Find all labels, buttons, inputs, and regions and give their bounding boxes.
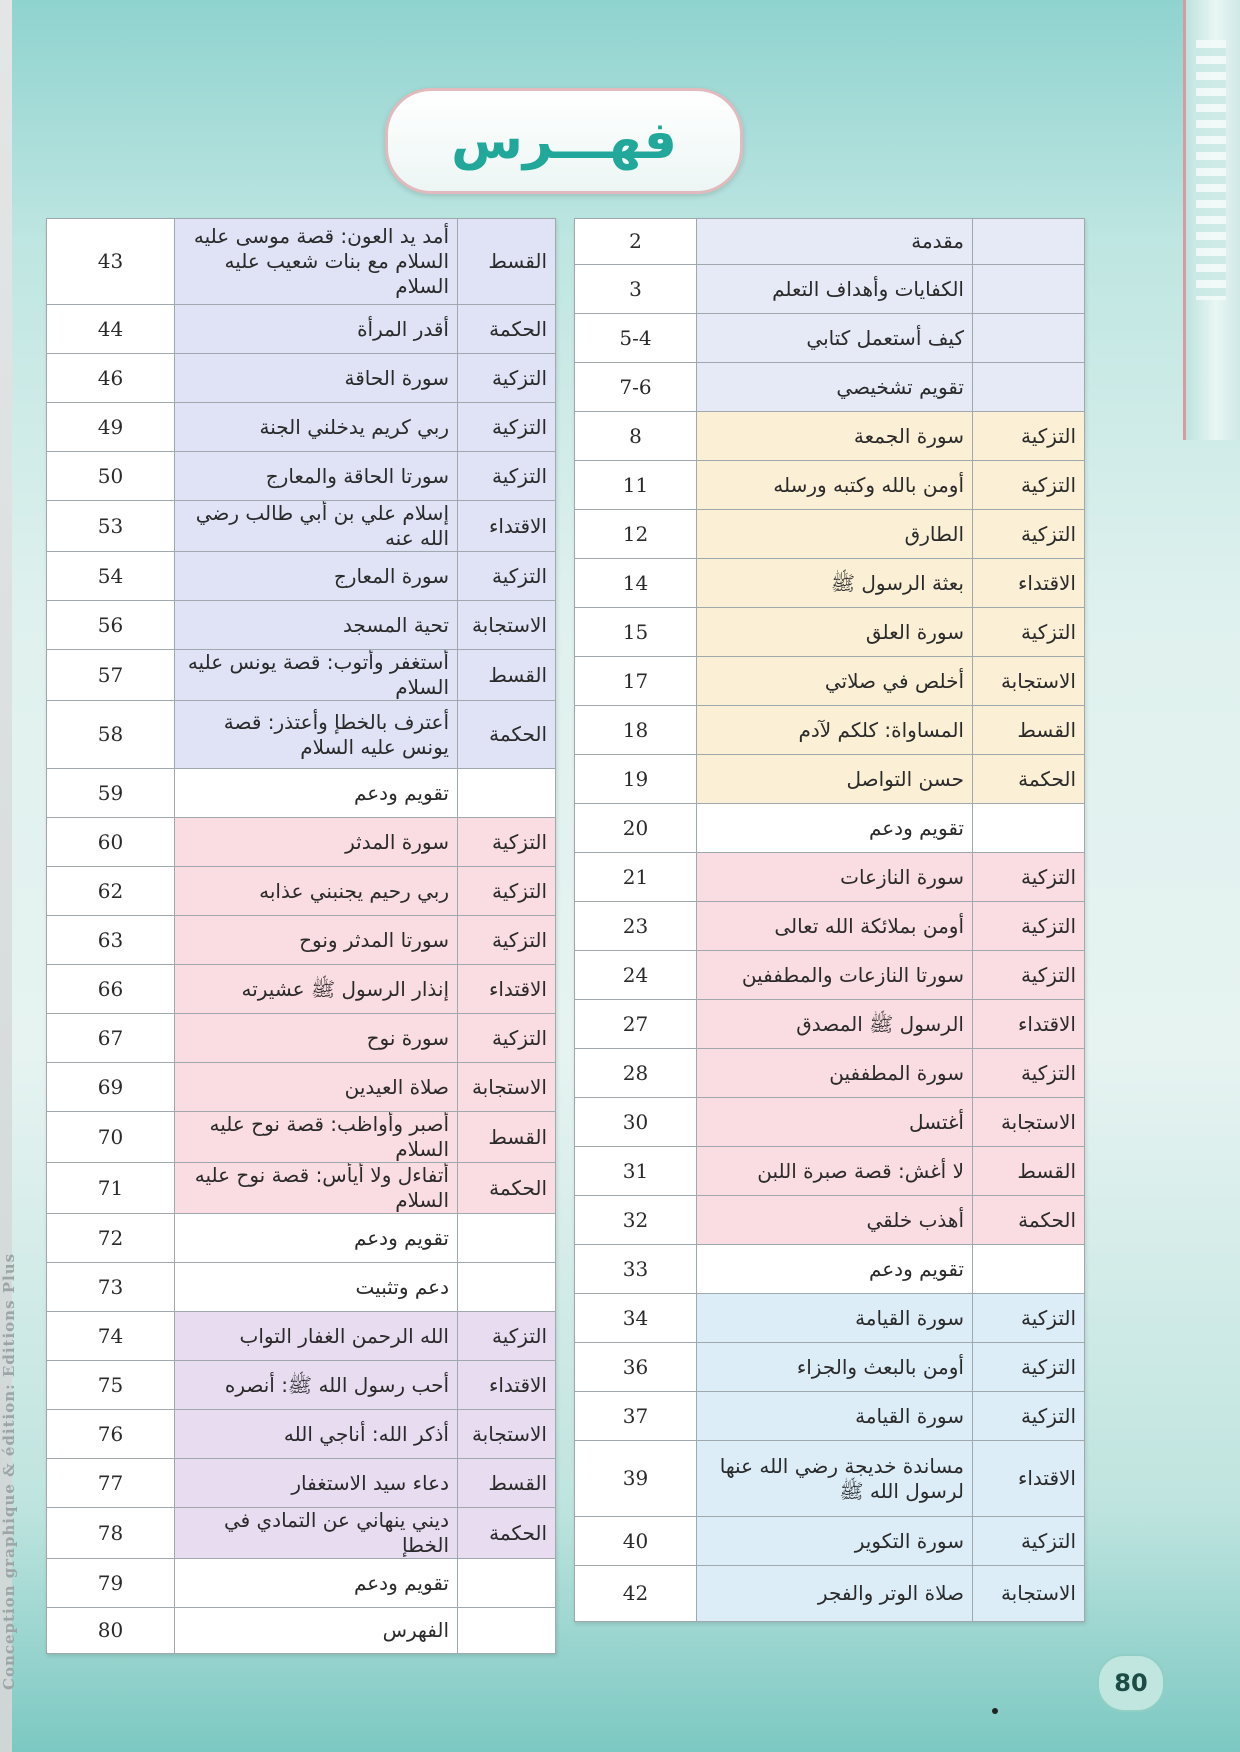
toc-row [47,403,556,452]
toc-lesson-title: سورة النازعات [697,853,973,902]
toc-lesson-title: تقويم ودعم [697,1245,973,1294]
toc-page-number: 69 [47,1063,175,1112]
toc-lesson-title: أذكر الله: أناجي الله [175,1410,458,1459]
toc-lesson-title: مقدمة [697,219,973,265]
page-number: 80 [1114,1669,1148,1697]
toc-category [458,1608,556,1654]
toc-category: الاستجابة [458,1063,556,1112]
toc-category: القسط [458,650,556,701]
toc-category: الاقتداء [973,1441,1085,1517]
toc-lesson-title: إنذار الرسول ﷺ عشيرته [175,965,458,1014]
toc-row [575,265,1085,314]
toc-row [47,354,556,403]
toc-lesson-title: حسن التواصل [697,755,973,804]
toc-row [575,1098,1085,1147]
toc-lesson-title: ربي رحيم يجنبني عذابه [175,867,458,916]
toc-row [47,965,556,1014]
toc-row [47,219,556,305]
toc-row [575,657,1085,706]
title-badge [385,88,743,194]
toc-page-number: 33 [575,1245,697,1294]
toc-page-number: 46 [47,354,175,403]
toc-lesson-title: سورة المدثر [175,818,458,867]
toc-lesson-title: تقويم تشخيصي [697,363,973,412]
toc-row [575,1000,1085,1049]
toc-page-number: 37 [575,1392,697,1441]
decorative-dot [992,1708,998,1714]
toc-row [575,1196,1085,1245]
toc-row [575,853,1085,902]
toc-lesson-title: لا أغش: قصة صبرة اللبن [697,1147,973,1196]
toc-page-number: 5-4 [575,314,697,363]
toc-lesson-title: سورة التكوير [697,1517,973,1566]
toc-page-number: 63 [47,916,175,965]
toc-category: القسط [458,1112,556,1163]
toc-category: التزكية [973,1294,1085,1343]
toc-lesson-title: دعم وتثبيت [175,1263,458,1312]
toc-page-number: 36 [575,1343,697,1392]
toc-category: القسط [973,706,1085,755]
toc-page-number: 74 [47,1312,175,1361]
toc-page-number: 20 [575,804,697,853]
toc-lesson-title: أقدر المرأة [175,305,458,354]
toc-lesson-title: الطارق [697,510,973,559]
toc-category: الاستجابة [973,1098,1085,1147]
page-title: فهـــرس [451,111,677,171]
toc-row [575,412,1085,461]
toc-row [575,1517,1085,1566]
toc-row [575,461,1085,510]
toc-category [973,265,1085,314]
toc-category: التزكية [458,552,556,601]
toc-row [575,951,1085,1000]
toc-lesson-title: أخلص في صلاتي [697,657,973,706]
toc-lesson-title: أمد يد العون: قصة موسى عليه السلام مع بنات شعيب عليه السلام [175,219,458,305]
toc-page-number: 50 [47,452,175,501]
toc-lesson-title: سورة المعارج [175,552,458,601]
toc-category [458,1559,556,1608]
toc-page-number: 23 [575,902,697,951]
toc-page-number: 3 [575,265,697,314]
toc-lesson-title: ربي كريم يدخلني الجنة [175,403,458,452]
toc-page-number: 56 [47,601,175,650]
toc-page-number: 67 [47,1014,175,1063]
toc-page-number: 71 [47,1163,175,1214]
toc-category: الاستجابة [973,657,1085,706]
toc-row [575,755,1085,804]
toc-row [575,1343,1085,1392]
toc-page-number: 2 [575,219,697,265]
toc-category: الاقتداء [458,965,556,1014]
toc-category: التزكية [973,461,1085,510]
toc-page-number: 79 [47,1559,175,1608]
toc-page-number: 8 [575,412,697,461]
toc-lesson-title: صلاة العيدين [175,1063,458,1112]
toc-lesson-title: كيف أستعمل كتابي [697,314,973,363]
toc-category: التزكية [458,354,556,403]
toc-row [47,1163,556,1214]
toc-lesson-title: أغتسل [697,1098,973,1147]
toc-row [47,1214,556,1263]
toc-category: التزكية [458,916,556,965]
toc-category: التزكية [973,902,1085,951]
toc-category: التزكية [458,403,556,452]
toc-category [973,804,1085,853]
toc-row [575,902,1085,951]
toc-lesson-title: دعاء سيد الاستغفار [175,1459,458,1508]
toc-category: الحكمة [973,1196,1085,1245]
toc-page-number: 60 [47,818,175,867]
toc-row [47,1608,556,1654]
toc-page-number: 27 [575,1000,697,1049]
toc-category [973,219,1085,265]
toc-page-number: 18 [575,706,697,755]
toc-page-number: 49 [47,403,175,452]
toc-row [575,608,1085,657]
toc-page-number: 28 [575,1049,697,1098]
toc-page-number: 14 [575,559,697,608]
toc-lesson-title: أعترف بالخطإ وأعتذر: قصة يونس عليه السلام [175,701,458,769]
toc-category: التزكية [973,608,1085,657]
toc-row [47,601,556,650]
toc-row [47,1112,556,1163]
toc-page-number: 70 [47,1112,175,1163]
toc-lesson-title: سورة الجمعة [697,412,973,461]
toc-row [575,706,1085,755]
toc-page-number: 39 [575,1441,697,1517]
toc-row [47,769,556,818]
toc-page-number: 40 [575,1517,697,1566]
toc-lesson-title: ديني ينهاني عن التمادي في الخطإ [175,1508,458,1559]
toc-row [575,363,1085,412]
toc-category: التزكية [973,1343,1085,1392]
toc-lesson-title: سورة المطففين [697,1049,973,1098]
decorative-border-ornament [1183,0,1240,440]
toc-page-number: 54 [47,552,175,601]
toc-category: التزكية [458,1312,556,1361]
toc-lesson-title: الله الرحمن الغفار التواب [175,1312,458,1361]
toc-category: الحكمة [458,1508,556,1559]
toc-lesson-title: أومن بالبعث والجزاء [697,1343,973,1392]
toc-lesson-title: الفهرس [175,1608,458,1654]
toc-row [47,452,556,501]
toc-page-number: 15 [575,608,697,657]
toc-category: الاستجابة [458,1410,556,1459]
toc-row [47,650,556,701]
toc-page-number: 42 [575,1566,697,1622]
toc-row [47,701,556,769]
toc-page-number: 77 [47,1459,175,1508]
toc-lesson-title: سورة العلق [697,608,973,657]
toc-page-number: 31 [575,1147,697,1196]
toc-lesson-title: سورة الحاقة [175,354,458,403]
toc-page-number: 34 [575,1294,697,1343]
toc-category [458,1263,556,1312]
toc-page-number: 75 [47,1361,175,1410]
toc-lesson-title: سورة نوح [175,1014,458,1063]
toc-page-number: 19 [575,755,697,804]
toc-row [47,1410,556,1459]
toc-page-number: 59 [47,769,175,818]
toc-category: الحكمة [458,701,556,769]
toc-row [575,219,1085,265]
toc-category [458,769,556,818]
toc-lesson-title: تقويم ودعم [175,769,458,818]
toc-lesson-title: تقويم ودعم [175,1559,458,1608]
toc-row [47,501,556,552]
toc-category: التزكية [973,951,1085,1000]
toc-row [575,1566,1085,1622]
toc-category [973,314,1085,363]
toc-category: الاقتداء [458,501,556,552]
toc-category: الاستجابة [458,601,556,650]
toc-category [458,1214,556,1263]
toc-category: التزكية [973,510,1085,559]
toc-row [47,1361,556,1410]
toc-table-left [46,218,556,1654]
toc-lesson-title: صلاة الوتر والفجر [697,1566,973,1622]
toc-page-number: 44 [47,305,175,354]
toc-row [47,867,556,916]
toc-lesson-title: تقويم ودعم [175,1214,458,1263]
toc-page-number: 24 [575,951,697,1000]
toc-row [47,1014,556,1063]
toc-category: التزكية [973,1517,1085,1566]
toc-row [47,916,556,965]
toc-category: التزكية [458,867,556,916]
toc-lesson-title: سورة القيامة [697,1392,973,1441]
toc-category: التزكية [973,853,1085,902]
toc-lesson-title: أومن بملائكة الله تعالى [697,902,973,951]
toc-lesson-title: المساواة: كلكم لآدم [697,706,973,755]
toc-row [575,510,1085,559]
toc-page-number: 21 [575,853,697,902]
toc-row [47,1263,556,1312]
toc-row [575,314,1085,363]
toc-category: الاقتداء [458,1361,556,1410]
toc-page-number: 43 [47,219,175,305]
toc-page-number: 66 [47,965,175,1014]
toc-category: التزكية [973,1392,1085,1441]
toc-page-number: 11 [575,461,697,510]
toc-page-number: 12 [575,510,697,559]
toc-lesson-title: أستغفر وأتوب: قصة يونس عليه السلام [175,650,458,701]
toc-category: القسط [458,219,556,305]
toc-category: القسط [458,1459,556,1508]
toc-row [575,1392,1085,1441]
toc-page-number: 73 [47,1263,175,1312]
toc-row [575,1294,1085,1343]
toc-row [47,1312,556,1361]
toc-page-number: 72 [47,1214,175,1263]
toc-page-number: 17 [575,657,697,706]
toc-lesson-title: بعثة الرسول ﷺ [697,559,973,608]
toc-page-number: 53 [47,501,175,552]
toc-row [47,818,556,867]
toc-category: التزكية [458,452,556,501]
toc-lesson-title: أتفاءل ولا أيأس: قصة نوح عليه السلام [175,1163,458,1214]
toc-category: الاقتداء [973,1000,1085,1049]
toc-page-number: 80 [47,1608,175,1654]
toc-page-number: 78 [47,1508,175,1559]
toc-category: الاقتداء [973,559,1085,608]
toc-category [973,363,1085,412]
toc-lesson-title: مساندة خديجة رضي الله عنها لرسول الله ﷺ [697,1441,973,1517]
toc-lesson-title: سورتا النازعات والمطففين [697,951,973,1000]
page-number-badge [1097,1654,1165,1712]
toc-page-number: 62 [47,867,175,916]
toc-row [47,1559,556,1608]
toc-category [973,1245,1085,1294]
toc-page-number: 32 [575,1196,697,1245]
toc-page-number: 57 [47,650,175,701]
toc-row [575,1049,1085,1098]
toc-lesson-title: أومن بالله وكتبه ورسله [697,461,973,510]
toc-category: الاستجابة [973,1566,1085,1622]
toc-lesson-title: أهذب خلقي [697,1196,973,1245]
toc-lesson-title: الكفايات وأهداف التعلم [697,265,973,314]
toc-row [47,1063,556,1112]
toc-lesson-title: الرسول ﷺ المصدق [697,1000,973,1049]
toc-row [575,559,1085,608]
toc-category: التزكية [973,412,1085,461]
toc-lesson-title: أصبر وأواظب: قصة نوح عليه السلام [175,1112,458,1163]
toc-lesson-title: سورتا المدثر ونوح [175,916,458,965]
toc-row [47,305,556,354]
toc-category: التزكية [973,1049,1085,1098]
toc-category: التزكية [458,1014,556,1063]
toc-lesson-title: سورتا الحاقة والمعارج [175,452,458,501]
toc-row [47,1459,556,1508]
publisher-credit: Conception graphique & édition: Editions Plus [0,1252,18,1690]
toc-row [575,1147,1085,1196]
toc-table-right [574,218,1085,1622]
toc-row [575,1441,1085,1517]
toc-lesson-title: تحية المسجد [175,601,458,650]
toc-row [47,1508,556,1559]
toc-category: التزكية [458,818,556,867]
toc-row [47,552,556,601]
toc-lesson-title: سورة القيامة [697,1294,973,1343]
toc-page-number: 7-6 [575,363,697,412]
toc-row [575,1245,1085,1294]
toc-row [575,804,1085,853]
toc-lesson-title: إسلام علي بن أبي طالب رضي الله عنه [175,501,458,552]
toc-category: الحكمة [973,755,1085,804]
toc-page-number: 58 [47,701,175,769]
toc-page-number: 76 [47,1410,175,1459]
toc-lesson-title: أحب رسول الله ﷺ: أنصره [175,1361,458,1410]
toc-category: الحكمة [458,1163,556,1214]
toc-page-number: 30 [575,1098,697,1147]
toc-category: القسط [973,1147,1085,1196]
toc-lesson-title: تقويم ودعم [697,804,973,853]
toc-category: الحكمة [458,305,556,354]
